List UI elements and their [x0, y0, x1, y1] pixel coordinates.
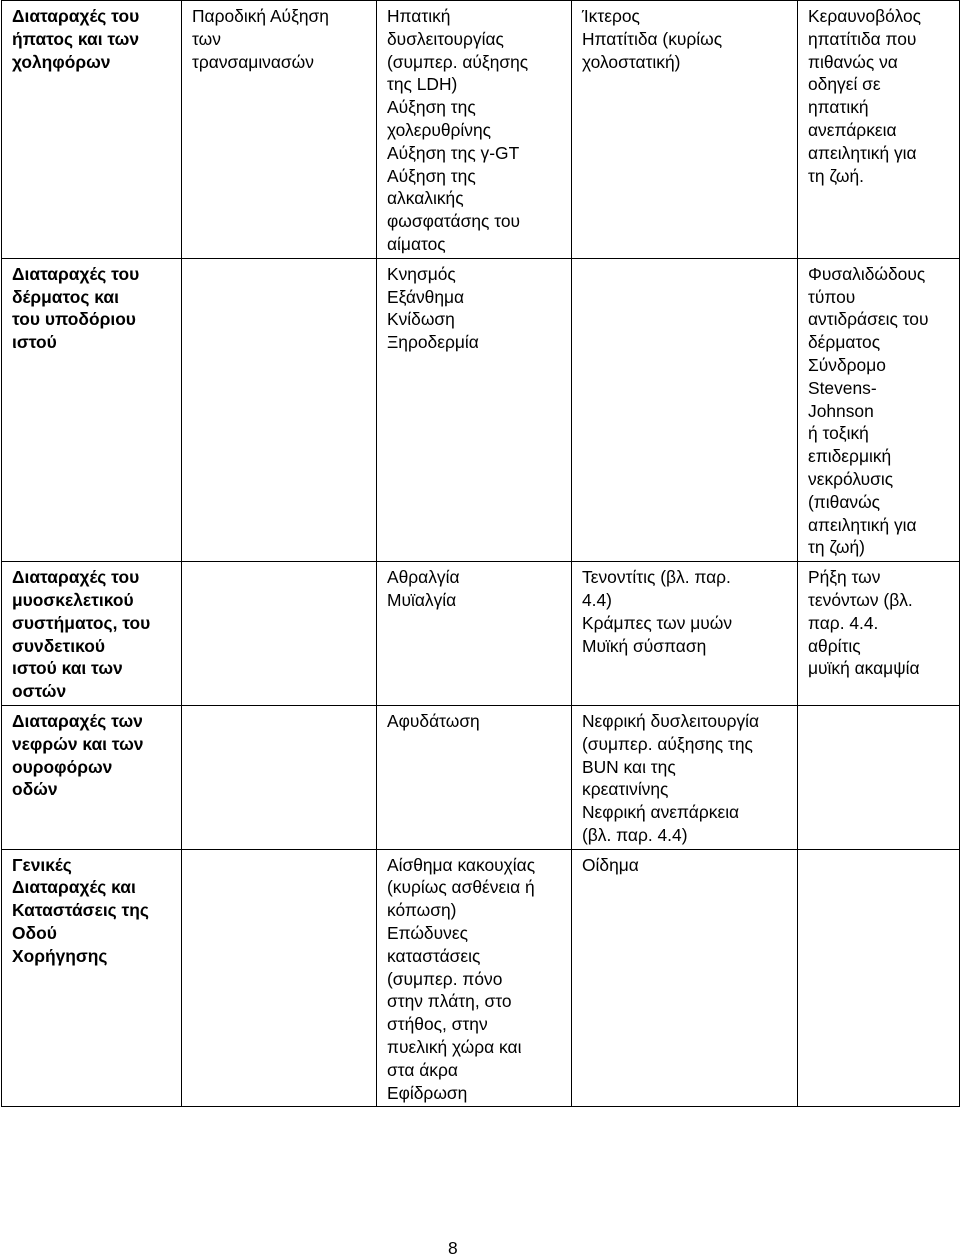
table-body [2, 1, 960, 1107]
frequency-cell [798, 705, 960, 849]
reaction-line: (κυρίως ασθένεια ή [387, 877, 535, 898]
reaction-line: Αύξηση της [387, 165, 476, 186]
reaction-line: της LDH) [387, 74, 458, 95]
reaction-line: αλκαλικής [387, 188, 464, 209]
reaction-line: Μυϊκή σύσπαση [582, 635, 707, 656]
reaction-line: Παροδική Αύξηση [192, 6, 329, 26]
reaction-line: Αύξηση της [387, 97, 476, 118]
table-row [2, 849, 960, 1107]
reaction-line: Αθραλγία [387, 567, 460, 588]
reaction-line: πυελική χώρα και [387, 1037, 522, 1058]
reaction-line: (βλ. παρ. 4.4) [582, 824, 688, 845]
reaction-line: κόπωση) [387, 900, 457, 921]
reaction-line: επιδερμική [808, 446, 892, 467]
reaction-line: Σύνδρομο [808, 354, 886, 375]
reaction-line: ηπατίτιδα που [808, 28, 917, 49]
reaction-line: Αίσθημα κακουχίας [387, 854, 536, 875]
reaction-line: Επώδυνες [387, 923, 468, 944]
frequency-cell [572, 705, 798, 849]
reaction-line: Κράμπες των μυών [582, 612, 733, 633]
organ-class-line: χοληφόρων [12, 51, 111, 72]
reaction-line: Κνησμός [387, 263, 456, 284]
organ-class-line: ήπατος και των [12, 28, 140, 49]
reaction-line: δέρματος [808, 332, 881, 353]
organ-class-line: Οδού [12, 923, 57, 944]
reaction-line: (συμπερ. αύξησης [387, 51, 529, 72]
reaction-line: των [192, 28, 221, 49]
reaction-line: (συμπερ. αύξησης της [582, 733, 753, 754]
table-row [2, 1, 960, 259]
reaction-line: τη ζωή) [808, 537, 865, 558]
organ-class-line: Γενικές [12, 854, 72, 875]
frequency-cell [182, 258, 377, 561]
reaction-line: απειλητική για [808, 514, 917, 535]
frequency-cell [798, 562, 960, 706]
reaction-line: καταστάσεις [387, 945, 481, 966]
organ-class-line: Διαταραχές του [12, 6, 140, 26]
reaction-line: BUN και της [582, 756, 676, 777]
reaction-line: Φυσαλιδώδους [808, 263, 926, 284]
frequency-cell [182, 562, 377, 706]
organ-class-cell [2, 1, 182, 259]
reaction-line: ή τοξική [808, 423, 869, 444]
reaction-line: Αύξηση της γ-GT [387, 142, 520, 163]
reaction-line: Κεραυνοβόλος [808, 6, 922, 26]
organ-class-line: ουροφόρων [12, 756, 113, 777]
reaction-line: (συμπερ. πόνο [387, 968, 503, 989]
frequency-cell [182, 705, 377, 849]
reaction-line: στα άκρα [387, 1059, 458, 1080]
frequency-cell [798, 849, 960, 1107]
reaction-line: ηπατική [808, 97, 869, 118]
reaction-line: Ηπατίτιδα (κυρίως [582, 28, 723, 49]
reaction-line: νεκρόλυσις [808, 468, 894, 489]
organ-class-cell [2, 705, 182, 849]
reaction-line: Ηπατική [387, 6, 451, 26]
organ-class-line: ιστού [12, 332, 57, 353]
reaction-line: παρ. 4.4. [808, 612, 879, 633]
table-row [2, 258, 960, 561]
reaction-line: Ίκτερος [582, 6, 640, 26]
reaction-line: (πιθανώς [808, 491, 881, 512]
organ-class-line: μυοσκελετικού [12, 589, 134, 610]
reaction-line: Johnson [808, 400, 874, 421]
reaction-line: Stevens- [808, 377, 877, 398]
reaction-line: πιθανώς να [808, 51, 898, 72]
organ-class-line: δέρματος και [12, 286, 119, 307]
reaction-line: τενόντων (βλ. [808, 589, 913, 610]
table-row [2, 705, 960, 849]
reaction-line: Νεφρική δυσλειτουργία [582, 710, 760, 731]
organ-class-cell [2, 849, 182, 1107]
organ-class-line: οδών [12, 779, 58, 800]
reaction-line: Αφυδάτωση [387, 710, 480, 731]
reaction-line: αντιδράσεις του [808, 309, 929, 330]
reaction-line: φωσφατάσης του [387, 211, 521, 232]
organ-class-cell [2, 562, 182, 706]
reaction-line: Τενοντίτις (βλ. παρ. [582, 567, 731, 588]
frequency-cell [377, 849, 572, 1107]
reaction-line: κρεατινίνης [582, 779, 669, 800]
adverse-reactions-table [1, 0, 960, 1107]
organ-class-cell [2, 258, 182, 561]
frequency-cell [572, 258, 798, 561]
reaction-line: τη ζωή. [808, 165, 864, 186]
reaction-line: Ξηροδερμία [387, 332, 479, 353]
frequency-cell [377, 705, 572, 849]
reaction-line: ανεπάρκεια [808, 119, 897, 140]
organ-class-line: Χορήγησης [12, 945, 108, 966]
reaction-line: Εφίδρωση [387, 1082, 468, 1103]
frequency-cell [377, 258, 572, 561]
reaction-line: Νεφρική ανεπάρκεια [582, 802, 740, 823]
reaction-line: αίματος [387, 233, 446, 254]
frequency-cell [572, 849, 798, 1107]
reaction-line: Οίδημα [582, 854, 639, 875]
frequency-cell [798, 258, 960, 561]
frequency-cell [798, 1, 960, 259]
page-number: 8 [448, 1238, 458, 1258]
frequency-cell [572, 1, 798, 259]
organ-class-line: συστήματος, του [12, 612, 151, 633]
organ-class-line: του υποδόριου [12, 309, 136, 330]
reaction-line: Μυϊαλγία [387, 589, 457, 610]
reaction-line: απειλητική για [808, 142, 917, 163]
reaction-line: οδηγεί σε [808, 74, 881, 95]
frequency-cell [572, 562, 798, 706]
organ-class-line: νεφρών και των [12, 733, 144, 754]
organ-class-line: Διαταραχές και [12, 877, 136, 898]
reaction-line: Ρήξη των [808, 567, 881, 588]
organ-class-line: Διαταραχές των [12, 710, 143, 731]
reaction-line: στην πλάτη, στο [387, 991, 512, 1012]
reaction-line: Κνίδωση [387, 309, 455, 330]
frequency-cell [182, 849, 377, 1107]
reaction-line: στήθος, στην [387, 1014, 488, 1035]
frequency-cell [182, 1, 377, 259]
reaction-line: τύπου [808, 286, 856, 307]
organ-class-line: οστών [12, 681, 67, 702]
organ-class-line: Διαταραχές του [12, 263, 140, 284]
organ-class-line: συνδετικού [12, 635, 105, 656]
reaction-line: αθρίτις [808, 635, 861, 656]
organ-class-line: Καταστάσεις της [12, 900, 149, 921]
organ-class-line: Διαταραχές του [12, 567, 140, 588]
reaction-line: μυϊκή ακαμψία [808, 658, 920, 679]
reaction-line: χολερυθρίνης [387, 119, 492, 140]
reaction-line: τρανσαμινασών [192, 51, 314, 72]
reaction-line: δυσλειτουργίας [387, 28, 504, 49]
reaction-line: 4.4) [582, 589, 612, 610]
reaction-line: χολοστατική) [582, 51, 681, 72]
reaction-line: Εξάνθημα [387, 286, 465, 307]
table-row [2, 562, 960, 706]
frequency-cell [377, 562, 572, 706]
organ-class-line: ιστού και των [12, 658, 123, 679]
frequency-cell [377, 1, 572, 259]
